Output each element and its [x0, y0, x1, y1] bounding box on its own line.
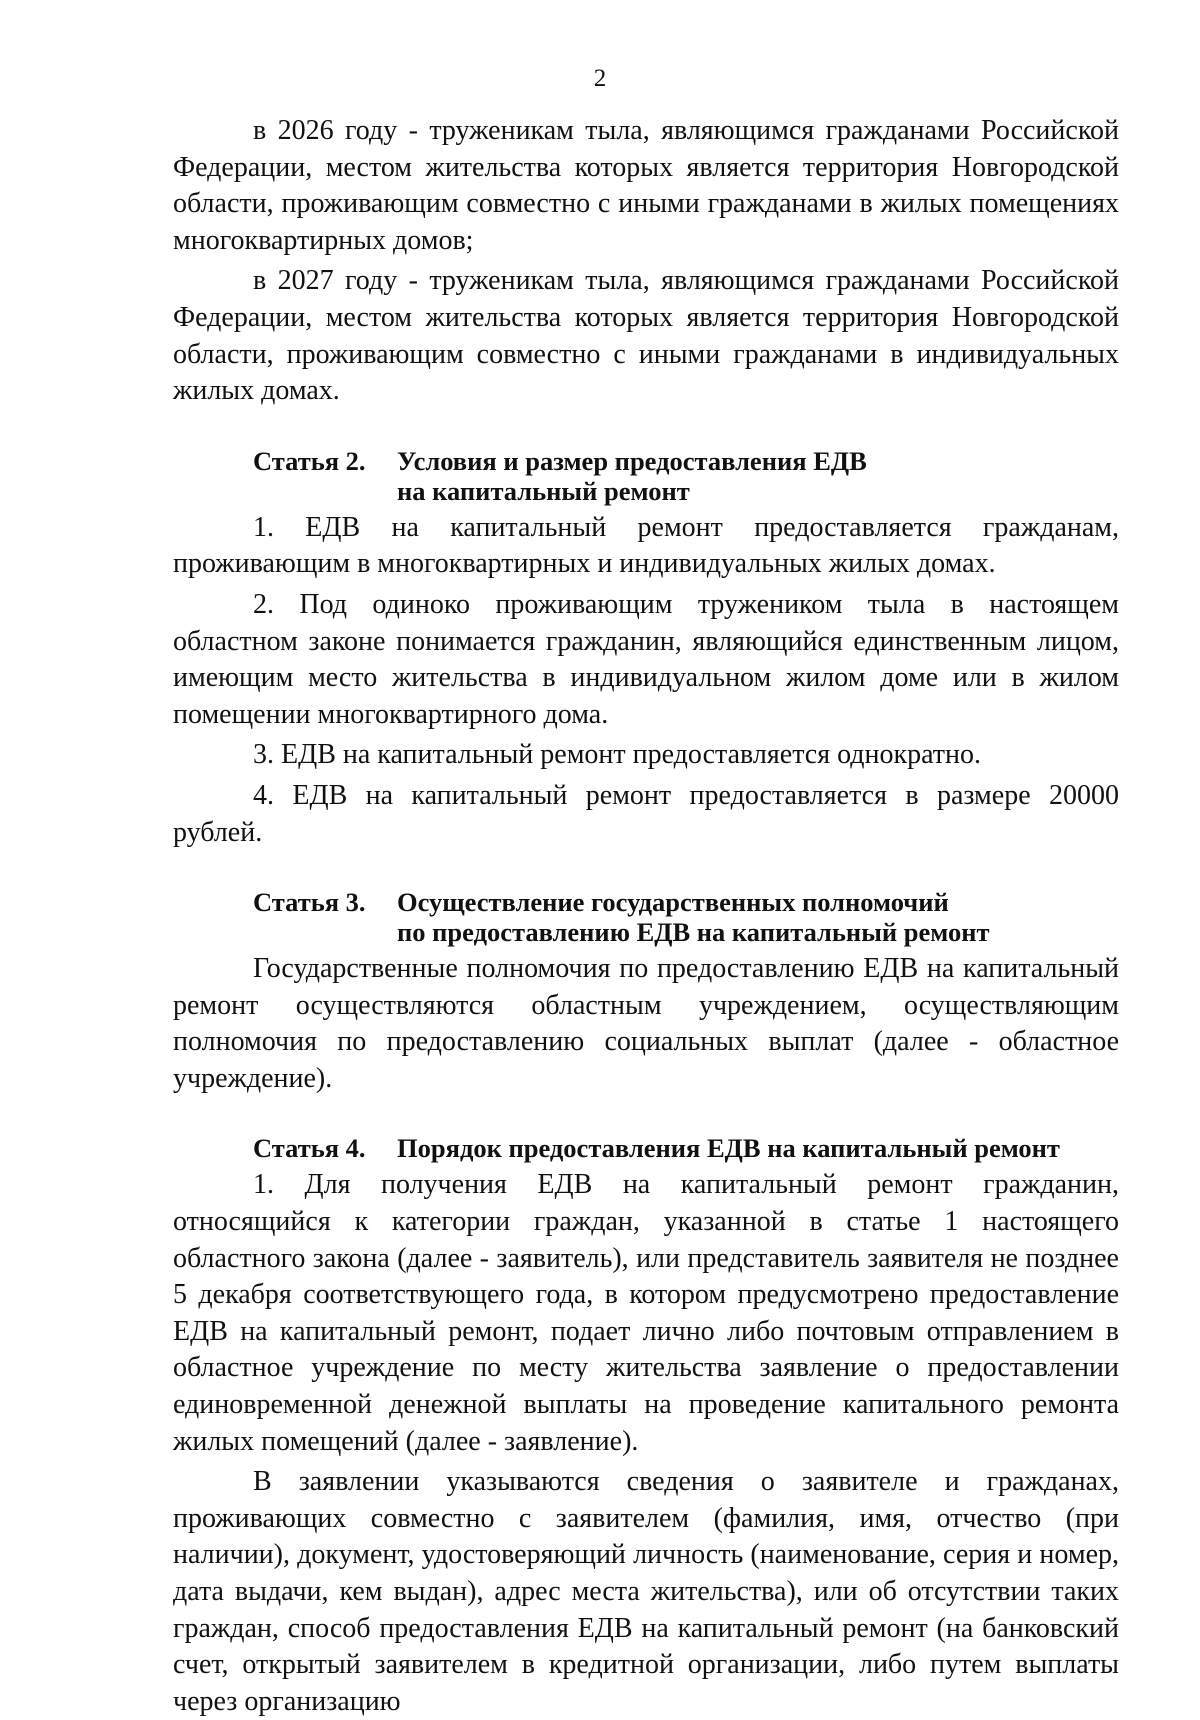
article-2-paragraph-1: 1. ЕДВ на капитальный ремонт предоставляется гражданам, проживающим в многоквартирных и индивидуальных жилых домах.	[173, 511, 1119, 580]
document-body	[173, 113, 1119, 1720]
article-3-heading	[173, 887, 1119, 947]
article-3-paragraph-1: Государственные полномочия по предоставлению ЕДВ на капитальный ремонт осуществляются областным учреждением, осуществляющим полномочия по предоставлению социальных выплат (далее - областное учреждение).	[173, 953, 1119, 1094]
article-2-title	[397, 446, 1119, 506]
article-3-title-line2: по предоставлению ЕДВ на капитальный ремонт	[397, 917, 990, 948]
article-2-number: Статья 2.	[253, 445, 366, 476]
article-4-paragraph-2: В заявлении указываются сведения о заявителе и гражданах, проживающих совместно с заявителем (фамилия, имя, отчество (при наличии), документ, удостоверяющий личность (наименование, серия и номер, дата выдачи, кем выдан), адрес места жительства), или об отсутствии таких граждан, способ предоставления ЕДВ на капитальный ремонт (на банковский счет, открытый заявителем в кредитной организации, либо путем выплаты через организацию	[173, 1466, 1119, 1717]
article-2-paragraph-3: 3. ЕДВ на капитальный ремонт предоставляется однократно.	[253, 739, 982, 771]
article-3-number: Статья 3.	[253, 887, 366, 918]
article-3-title	[397, 887, 1119, 947]
article-4-paragraph-1: 1. Для получения ЕДВ на капитальный ремонт гражданин, относящийся к категории граждан, указанной в статье 1 настоящего областного закона (далее - заявитель), или представитель заявителя не позднее 5 декабря соответствующего года, в котором предусмотрено предоставление ЕДВ на капитальный ремонт, подает лично либо почтовым отправлением в областное учреждение по месту жительства заявление о предоставлении единовременной денежной выплаты на проведение капитального ремонта жилых помещений (далее - заявление).	[173, 1169, 1119, 1457]
article-4-number: Статья 4.	[253, 1133, 366, 1164]
article-2-paragraph-4: 4. ЕДВ на капитальный ремонт предоставляется в размере 20000 рублей.	[173, 779, 1119, 848]
paragraph-2026: в 2026 году - труженикам тыла, являющимся гражданами Российской Федерации, местом жительства которых является территория Новгородской области, проживающим совместно с иными гражданами в жилых помещениях многоквартирных домов;	[173, 115, 1119, 256]
article-2-title-line1: Условия и размер предоставления ЕДВ	[397, 445, 867, 476]
article-4-heading	[173, 1133, 1119, 1163]
article-2-paragraph-2: 2. Под одиноко проживающим тружеником тыла в настоящем областном законе понимается гражданин, являющийся единственным лицом, имеющим место жительства в индивидуальном жилом доме или в жилом помещении многоквартирного дома.	[173, 588, 1119, 730]
article-2-title-line2: на капитальный ремонт	[397, 475, 690, 506]
article-4-title: Порядок предоставления ЕДВ на капитальный ремонт	[397, 1133, 1060, 1164]
paragraph-2027: в 2027 году - труженикам тыла, являющимся гражданами Российской Федерации, местом жительства которых является территория Новгородской области, проживающим совместно с иными гражданами в индивидуальных жилых домах.	[173, 265, 1119, 407]
article-3-title-line1: Осуществление государственных полномочий	[397, 887, 949, 918]
page-number: 2	[593, 65, 607, 92]
article-2-heading	[173, 446, 1119, 506]
